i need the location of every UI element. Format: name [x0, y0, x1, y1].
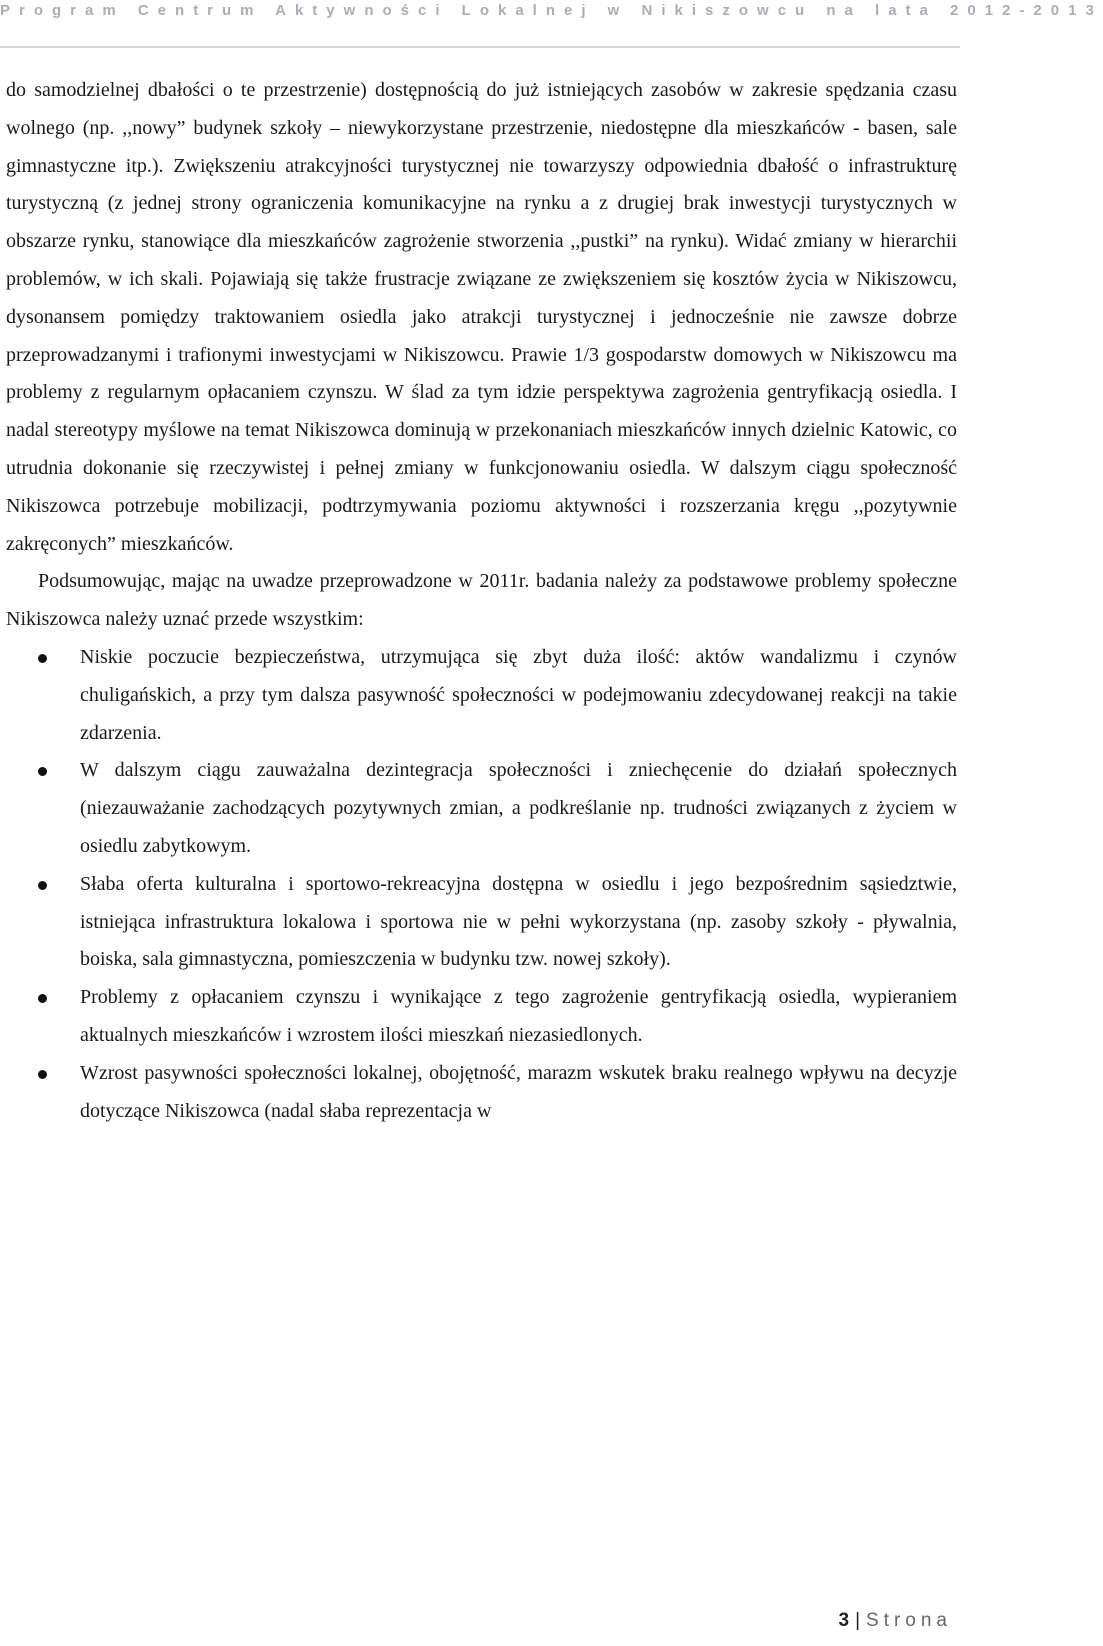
page-header	[0, 0, 1103, 48]
document-body	[6, 72, 957, 1130]
page-footer	[839, 1610, 953, 1632]
list-item	[6, 1055, 957, 1131]
list-item	[6, 752, 957, 865]
paragraph-summary: Podsumowując, mając na uwadze przeprowadzone w 2011r. badania należy za podstawowe problemy społeczne Nikiszowca należy uznać przede wszystkim:	[6, 570, 957, 631]
page-label: Strona	[866, 1610, 952, 1631]
bullet-icon	[38, 881, 47, 890]
list-item	[6, 979, 957, 1055]
list-item-text: Problemy z opłacaniem czynszu i wynikające z tego zagrożenie gentryfikacją osiedla, wypieraniem aktualnych mieszkańców i wzrostem ilości mieszkań niezasiedlonych.	[80, 986, 957, 1046]
problems-list	[6, 639, 957, 1130]
paragraph-problems-intro: do samodzielnej dbałości o te przestrzenie) dostępnością do już istniejących zasobów w zakresie spędzania czasu wolnego (np. ,,nowy” budynek szkoły – niewykorzystane przestrzenie, niedostępne dla mieszkańców - basen, sale gimnastyczne itp.). Zwiększeniu atrakcyjności turystycznej nie towarzyszy odpowiednia dbałość o infrastrukturę turystyczną (z jednej strony ograniczenia komunikacyjne na rynku a z drugiej brak inwestycji turystycznych w obszarze rynku, stanowiące dla mieszkańców zagrożenie stworzenia ,,pustki” na rynku). Widać zmiany w hierarchii problemów, w ich skali. Pojawiają się także frustracje związane ze zwiększeniem się kosztów życia w Nikiszowcu, dysonansem pomiędzy traktowaniem osiedla jako atrakcji turystycznej i jednocześnie nie zawsze dobrze przeprowadzanymi i trafionymi inwestycjami w Nikiszowcu. Prawie 1/3 gospodarstw domowych w Nikiszowcu ma problemy z regularnym opłacaniem czynszu. W ślad za tym idzie perspektywa zagrożenia gentryfikacją osiedla. I nadal stereotypy myślowe na temat Nikiszowca dominują w przekonaniach mieszkańców innych dzielnic Katowic, co utrudnia dokonanie się rzeczywistej i pełnej zmiany w funkcjonowaniu osiedla. W dalszym ciągu społeczność Nikiszowca potrzebuje mobilizacji, podtrzymywania poziomu aktywności i rozszerzania kręgu ,,pozytywnie zakręconych” mieszkańców.	[6, 79, 957, 555]
bullet-icon	[38, 994, 47, 1003]
bullet-icon	[38, 1070, 47, 1079]
bullet-icon	[38, 654, 47, 663]
bullet-icon	[38, 767, 47, 776]
list-item-text: Słaba oferta kulturalna i sportowo-rekreacyjna dostępna w osiedlu i jego bezpośrednim sąsiedztwie, istniejąca infrastruktura lokalowa i sportowa nie w pełni wykorzystana (np. zasoby szkoły - pływalnia, boiska, sala gimnastyczna, pomieszczenia w budynku tzw. nowej szkoły).	[80, 872, 957, 971]
list-item-text: Wzrost pasywności społeczności lokalnej, obojętność, marazm wskutek braku realnego wpływu na decyzje dotyczące Nikiszowca (nadal słaba reprezentacja w	[80, 1061, 957, 1122]
list-item-text: W dalszym ciągu zauważalna dezintegracja społeczności i zniechęcenie do działań społecznych (niezauważanie zachodzących pozytywnych zmian, a podkreślanie np. trudności związanych z życiem w osiedlu zabytkowym.	[80, 759, 957, 857]
footer-separator: |	[855, 1610, 861, 1631]
header-title: Program Centrum Aktywności Lokalnej w Nikiszowcu na lata 2012-2013	[0, 2, 1103, 19]
header-divider	[0, 46, 960, 48]
list-item	[6, 639, 957, 752]
list-item	[6, 866, 957, 979]
list-item-text: Niskie poczucie bezpieczeństwa, utrzymująca się zbyt duża ilość: aktów wandalizmu i czynów chuligańskich, a przy tym dalsza pasywność społeczności w podejmowaniu zdecydowanej reakcji na takie zdarzenia.	[80, 645, 957, 744]
page-number: 3	[838, 1610, 850, 1631]
